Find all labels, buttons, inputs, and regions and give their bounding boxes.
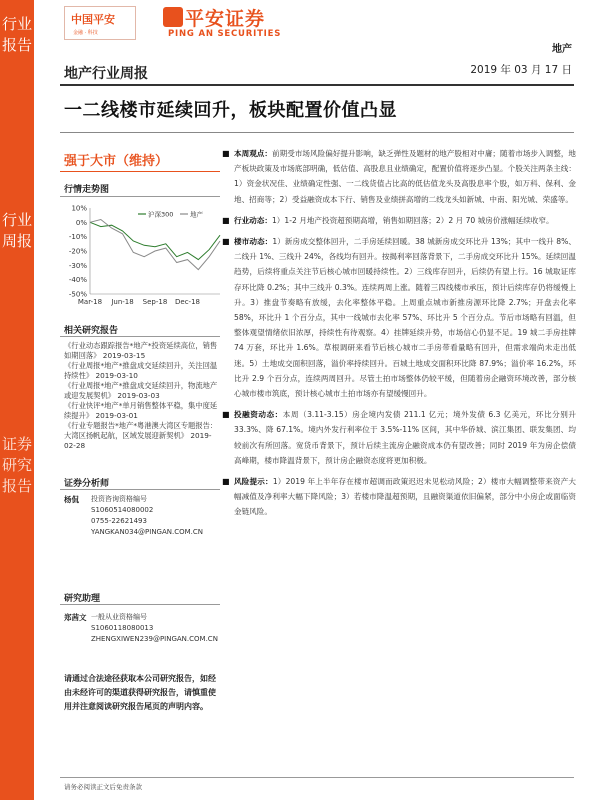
analyst-cert: S1060514080002: [91, 506, 154, 514]
related-reports-title: 相关研究报告: [64, 326, 119, 336]
paragraph-text: 1）1-2 月地产投资超预期高增，销售如期回落；2）2 月 70 城房价涨幅延续收窄。: [271, 215, 554, 225]
x-tick-label: Dec-18: [175, 298, 200, 306]
x-tick-label: Mar-18: [77, 298, 103, 306]
related-report-item[interactable]: 《行业周报*地产*推盘成交延续回升，关注回温持续性》 2019-03-10: [64, 361, 218, 380]
divider: [60, 84, 574, 86]
y-tick-label: 0%: [75, 218, 87, 227]
paragraph-text: 1）新房成交整体回升，二手房延续回暖。38 城新房成交环比升 13%；其中一线升 8%、二线升 1%、三线升 24%，各线均有回升。按揭利率回落背景下，二手房成交环比升 15%。延续回温趋势，后续将重点关注节后核心城市回暖持续性。2）三线库存回升，后续仍有望上行。16 城取证库存环比降 0.2%；其中三线升 0.3%。连续两周上涨。随着三四线楼市承压，预计后续库存仍将缓慢上升。3）推盘节奏略有放缓，去化率整体平稳。上周重点城市新推房源环比降 2.7%；开盘去化率 58%，环比升 1 个百分点，其中一线城市去化率 57%、环比升 5 个百分点。节后市场略有回温，但整体观望情绪依旧浓厚，持续性有待观察。4）挂牌延续升势，市场信心仍显不足。19 城二手房挂牌 74 万套，环比升 1.6%。草根调研来看节后核心城市二手房带看量略有回升，但需求端尚未走出低迷。5）土地成交面积回落，溢价率持续回升。百城土地成交面积环比降 87.9%；溢价率 16.2%，环比升 2.9 个百分点，连续两周回升。尽管土拍市场整体仍较平缓，但随着房企融资环境改善，部分核心城市楼市筑底，预计核心城市土拍市场亦有望缓慢回升。: [234, 237, 576, 399]
bullet-icon: ■: [222, 237, 230, 247]
body-paragraph: [222, 213, 576, 228]
y-tick-label: -50%: [68, 290, 87, 299]
footer-note: 请务必阅读正文后免责条款: [64, 783, 142, 791]
analyst-block: [64, 494, 224, 538]
brand-mark-icon: [163, 7, 183, 27]
divider: [60, 171, 220, 172]
y-tick-label: -30%: [68, 261, 87, 270]
body-paragraph: [222, 234, 576, 401]
paragraph-text: 1）2019 年上半年存在楼市超调而政策迟迟未见松动风险；2）楼市大幅调整带来资产大幅减值及净利率大幅下降风险；3）若楼市降温超预期，且融资渠道依旧偏紧，部分中小房企或面临资金链风险。: [234, 477, 577, 517]
body-paragraph: [222, 146, 577, 207]
brand-name-cn: 平安证券: [185, 8, 266, 30]
legend-label: 沪深300: [148, 210, 174, 219]
assistant-cert-label: 一般从业资格编号: [91, 613, 147, 621]
related-report-item[interactable]: 《行业动态跟踪报告*地产*投资延续高位，销售如期回落》 2019-03-15: [64, 341, 218, 360]
y-tick-label: -40%: [68, 276, 87, 285]
analyst-cert-label: 投资咨询资格编号: [91, 495, 147, 503]
logo-subtext: 金融 · 科技: [73, 30, 98, 36]
report-type: 地产行业周报: [64, 66, 148, 82]
related-report-item[interactable]: 《行业快评*地产*单月销售整体平稳，集中度延续提升》 2019-03-01: [64, 401, 218, 420]
series-line-0: [90, 222, 220, 259]
paragraph-lead: 风险提示：: [234, 477, 273, 487]
paragraph-text: 本周（3.11-3.15）房企境内发债 211.1 亿元；境外发债 6.3 亿美元，环比分别升 33.3%、降 67.1%。境内外发行利率位于 3.5%-11% 区间，其中华侨城、滨江集团、联发集团、均较前次有所回落。宽货币背景下，预计后续主流房企融资成本仍有望改善；同时 2019 年为房企偿债高峰期，楼市降温背景下，预计房企融资态度将更加积极。: [234, 410, 577, 465]
body-paragraph: [222, 407, 577, 468]
side-label-weekly: 行业周报: [1, 211, 32, 250]
paragraph-lead: 投融资动态：: [234, 410, 283, 420]
logo-text: 中国平安: [71, 13, 115, 26]
sector-tag: 地产: [552, 44, 572, 55]
assistant-email[interactable]: ZHENGXIWEN239@PINGAN.COM.CN: [91, 635, 218, 643]
assistant-name: 郑茜文: [64, 613, 87, 622]
market-trend-chart: [60, 202, 225, 312]
analyst-section-title: 证券分析师: [64, 479, 110, 489]
x-tick-label: Sep-18: [142, 298, 168, 306]
divider: [60, 489, 220, 490]
assistant-cert: S1060118080013: [91, 624, 154, 632]
legend-label: 地产: [190, 210, 203, 219]
analyst-name: 杨侃: [64, 495, 79, 504]
pingan-logo: [64, 6, 136, 40]
assistant-block: [64, 612, 224, 645]
main-body: [222, 146, 577, 526]
y-tick-label: -10%: [68, 233, 87, 242]
side-label-securities-research: 证券研究报告: [1, 435, 32, 495]
bullet-icon: ■: [222, 477, 230, 487]
related-report-item[interactable]: 《行业专题报告*地产*粤港澳大湾区专题报告：大湾区扬帆起航，区域发展迎新契机》 2019-02-28: [64, 421, 218, 450]
disclaimer-note: 请通过合法途径获取本公司研究报告，如经由未经许可的渠道获得研究报告，请慎重使用并注意阅读研究报告尾页的声明内容。: [64, 674, 216, 711]
bullet-icon: ■: [222, 149, 230, 158]
analyst-phone: 0755-22621493: [91, 517, 147, 525]
bullet-icon: ■: [222, 215, 230, 225]
related-report-item[interactable]: 《行业周报*地产*推盘成交延续回升，物流地产或迎发展契机》 2019-03-03: [64, 381, 218, 400]
series-line-1: [90, 220, 220, 270]
paragraph-lead: 本周观点：: [234, 149, 273, 158]
paragraph-lead: 楼市动态：: [234, 237, 273, 247]
paragraph-lead: 行业动态：: [234, 215, 272, 225]
body-paragraph: [222, 474, 577, 520]
y-tick-label: 10%: [71, 204, 87, 213]
x-tick-label: Jun-18: [111, 298, 134, 306]
side-band: [0, 0, 34, 800]
chart-title: 行情走势图: [64, 185, 110, 195]
page-title: 一二线楼市延续回升，板块配置价值凸显: [64, 100, 397, 121]
report-date: 2019 年 03 月 17 日: [470, 64, 572, 76]
assistant-section-title: 研究助理: [64, 594, 101, 604]
side-label-industry-report: 行业报告: [1, 15, 32, 54]
brand-name-en: PING AN SECURITIES: [168, 29, 282, 39]
related-reports-list: [64, 341, 220, 451]
paragraph-text: 前期受市场风险偏好提升影响，缺乏弹性及题材的地产股相对中庸；随着市场步入调整，地产板块政策及市场底部明确，低估值、高股息且业绩确定，配置价值将逐步凸显。个股关注两条主线：1）资金状况佳、业绩确定性强、一二线货值占比高的低估值龙头及高股息率个股，如万科、保利、金地、招商等；2）受益融资成本下行、销售及业绩拼高增的二线龙头如新城、中南、阳光城、荣盛等。: [234, 149, 577, 204]
bullet-icon: ■: [222, 410, 230, 420]
divider: [60, 132, 574, 133]
y-tick-label: -20%: [68, 247, 87, 256]
divider: [60, 336, 220, 337]
divider: [60, 196, 220, 197]
divider: [60, 777, 574, 778]
rating: 强于大市（维持）: [64, 154, 169, 169]
divider: [60, 604, 220, 605]
analyst-email[interactable]: YANGKAN034@PINGAN.COM.CN: [91, 528, 204, 536]
